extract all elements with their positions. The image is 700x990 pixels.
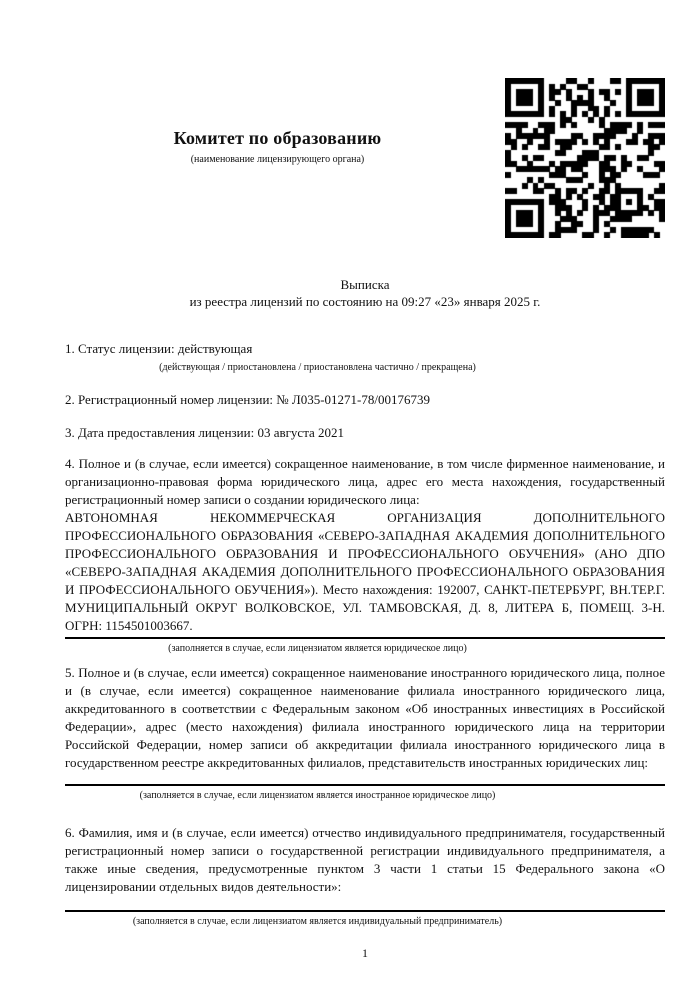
- divider-line: [65, 784, 665, 786]
- qr-code-icon: [505, 78, 665, 238]
- licensing-authority-header: [65, 128, 490, 165]
- license-status-options-note: (действующая / приостановлена / приостановлена частично / прекращена): [159, 362, 476, 373]
- individual-entrepreneur-paragraph: 6. Фамилия, имя и (в случае, если имеется) отчество индивидуального предпринимателя, государственный регистрационный номер записи о государственной регистрации индивидуального предпринимателя, а также иные сведения, предусмотренные пунктом 3 части 1 статьи 15 Федерального закона «О лицензировании отдельных видов деятельности»:: [65, 825, 665, 894]
- legal-entity-name-value: АВТОНОМНАЯ НЕКОММЕРЧЕСКАЯ ОРГАНИЗАЦИЯ ДОПОЛНИТЕЛЬНОГО ПРОФЕССИОНАЛЬНОГО ОБРАЗОВАНИЯ «СЕВЕРО-ЗАПАДНАЯ АКАДЕМИЯ ДОПОЛНИТЕЛЬНОГО ПРОФЕССИОНАЛЬНОГО ОБРАЗОВАНИЯ И ПРОФЕССИОНАЛЬНОГО ОБУЧЕНИЯ» (АНО ДПО «СЕВЕРО-ЗАПАДНАЯ АКАДЕМИЯ ДОПОЛНИТЕЛЬНОГО ПРОФЕССИОНАЛЬНОГО ОБРАЗОВАНИЯ И ПРОФЕССИОНАЛЬНОГО ОБУЧЕНИЯ»). Место нахождения: 192007, САНКТ-ПЕТЕРБУРГ, ВН.ТЕР.Г. МУНИЦИПАЛЬНЫЙ ОКРУГ ВОЛКОВСКОЕ, УЛ. ТАМБОВСКАЯ, Д. 8, ЛИТЕРА Б, ПОМЕЩ. 3-Н. ОГРН: 1154501003667.: [65, 510, 665, 633]
- foreign-entity-note: (заполняется в случае, если лицензиатом является иностранное юридическое лицо): [139, 790, 496, 801]
- extract-heading: [65, 276, 665, 310]
- page-number: 1: [362, 946, 368, 960]
- divider-line: [65, 637, 665, 639]
- legal-entity-intro: 4. Полное и (в случае, если имеется) сокращенное наименование, в том числе фирменное наименование, и организационно-правовая форма юридического лица, адрес его места нахождения, государственный регистрационный номер записи о создании юридического лица:: [65, 456, 665, 507]
- registration-number-line: 2. Регистрационный номер лицензии: № Л035-01271-78/00176739: [65, 392, 431, 407]
- foreign-entity-paragraph: 5. Полное и (в случае, если имеется) сокращенное наименование иностранного юридического лица, полное и (в случае, если имеется) сокращенное наименование филиала иностранного юридического лица, аккредитованного в соответствии с Федеральным законом «Об иностранных инвестициях в Российской Федерации», адрес (место нахождения) филиала иностранного юридического лица на территории Российской Федерации, номер записи об аккредитации филиала иностранного юридического лица в государственном реестре аккредитованных филиалов, представительств иностранных юридических лиц:: [65, 665, 665, 770]
- divider-line: [65, 910, 665, 912]
- licensing-authority-name: Комитет по образованию: [173, 128, 382, 148]
- grant-date-line: 3. Дата предоставления лицензии: 03 августа 2021: [65, 425, 345, 440]
- individual-entrepreneur-note: (заполняется в случае, если лицензиатом является индивидуальный предприниматель): [132, 916, 503, 927]
- legal-entity-note: (заполняется в случае, если лицензиатом является юридическое лицо): [168, 643, 467, 654]
- licensing-authority-caption: (наименование лицензирующего органа): [190, 154, 365, 165]
- license-status-line: 1. Статус лицензии: действующая: [65, 341, 253, 356]
- document-body: [65, 276, 665, 962]
- extract-title: Выписка: [340, 277, 390, 292]
- extract-date-line: из реестра лицензий по состоянию на 09:27 «23» января 2025 г.: [189, 294, 541, 309]
